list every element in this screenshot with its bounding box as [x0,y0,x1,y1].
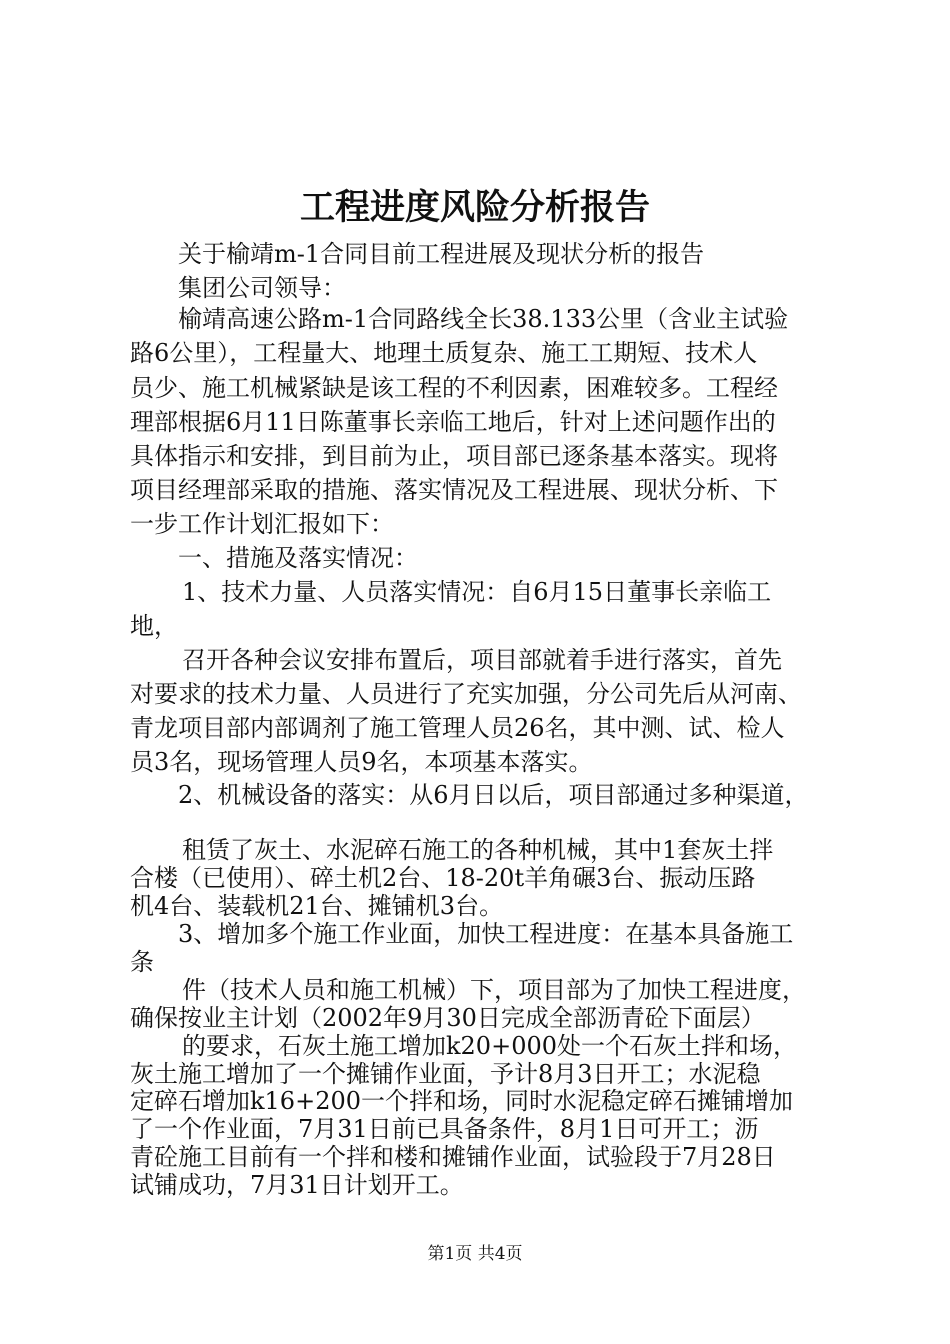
body-line: 召开各种会议安排布置后，项目部就着手进行落实，首先 [182,646,782,674]
body-line: 租赁了灰土、水泥碎石施工的各种机械，其中1套灰土拌 [182,836,774,864]
body-line: 员少、施工机械紧缺是该工程的不利因素，困难较多。工程经 [130,374,778,402]
report-subject-line: 关于榆靖m-1合同目前工程进展及现状分析的报告 [178,240,705,268]
body-line: 定碎石增加k16+200一个拌和场，同时水泥稳定碎石摊铺增加 [130,1087,793,1116]
body-line: 路6公里），工程量大、地理土质复杂、施工工期短、技术人 [130,339,758,367]
body-line: 具体指示和安排，到目前为止，项目部已逐条基本落实。现将 [130,442,778,470]
body-line: 一步工作计划汇报如下： [130,510,394,538]
body-line: 机4台、装载机21台、摊铺机3台。 [130,891,504,920]
body-line: 青龙项目部内部调剂了施工管理人员26名，其中测、试、检人 [130,714,785,742]
body-line: 确保按业主计划（2002年9月30日完成全部沥青砼下面层） [130,1003,765,1032]
body-line: 青砼施工目前有一个拌和楼和摊铺作业面，试验段于7月28日 [130,1143,776,1172]
body-line: 员3名，现场管理人员9名，本项基本落实。 [130,748,593,776]
salutation-line: 集团公司领导： [178,274,346,302]
body-line: 榆靖高速公路m-1合同路线全长38.133公里（含业主试验 [178,305,789,333]
body-line: 2、机械设备的落实：从6月日以后，项目部通过多种渠道， [178,781,809,809]
body-line: 条 [130,948,154,977]
body-line: 项目经理部采取的措施、落实情况及工程进展、现状分析、下 [130,476,778,504]
body-line: 理部根据6月11日陈董事长亲临工地后，针对上述问题作出的 [130,408,776,436]
body-line: 件（技术人员和施工机械）下，项目部为了加快工程进度， [182,976,806,1005]
body-line: 试铺成功，7月31日计划开工。 [130,1171,464,1199]
body-line: 对要求的技术力量、人员进行了充实加强，分公司先后从河南、 [130,680,802,708]
body-line: 的要求，石灰土施工增加k20+000处一个石灰土拌和场， [182,1031,797,1060]
body-line: 1、技术力量、人员落实情况：自6月15日董事长亲临工 [182,578,772,606]
body-line: 灰土施工增加了一个摊铺作业面，予计8月3日开工；水泥稳 [130,1059,761,1088]
body-line: 了一个作业面，7月31日前已具备条件，8月1日可开工；沥 [130,1115,759,1144]
page-footer: 第1页 共4页 [427,1244,523,1264]
section-heading: 一、措施及落实情况： [178,544,418,572]
body-line: 合楼（已使用）、碎土机2台、18-20t羊角碾3台、振动压路 [130,863,756,892]
body-line: 3、增加多个施工作业面，加快工程进度：在基本具备施工 [178,920,794,949]
body-line: 地， [130,612,178,640]
document-title: 工程进度风险分析报告 [299,187,650,228]
